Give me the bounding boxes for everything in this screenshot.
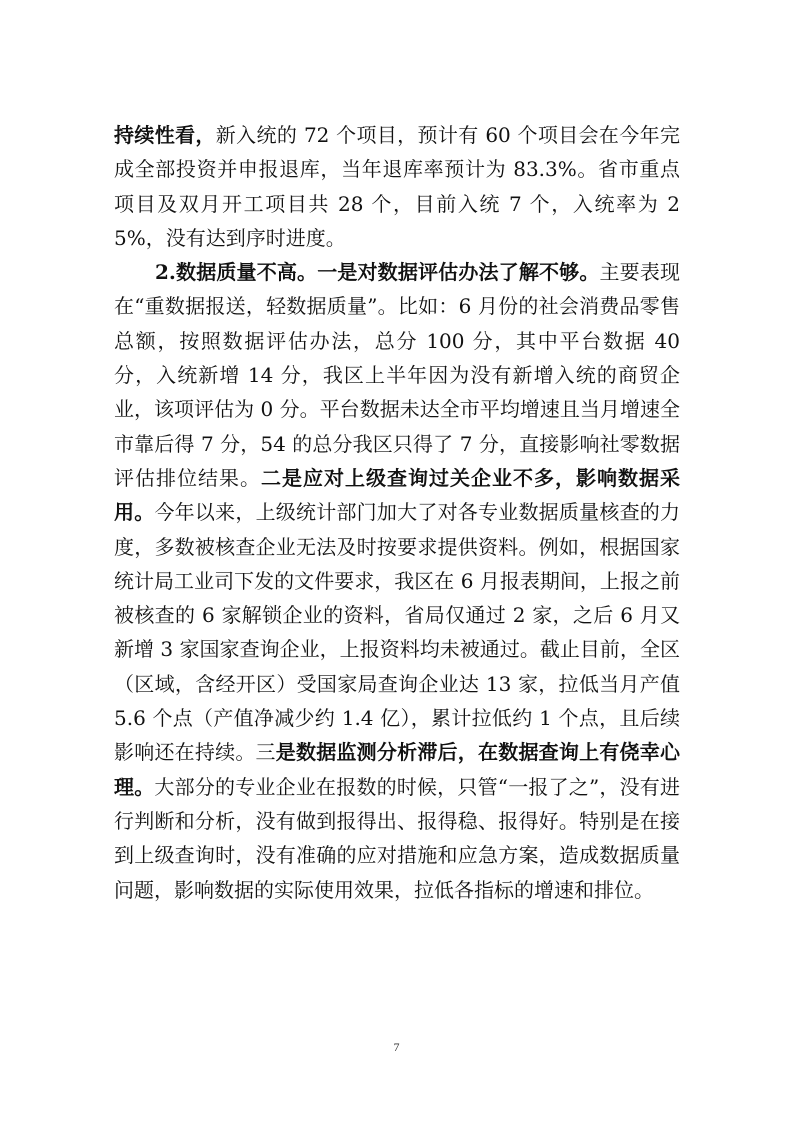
paragraph-2-point-3-heading: 是数据监测分析滞后，在数据查询上有侥幸心理。 [114,740,681,799]
page-number: 7 [393,1040,400,1054]
paragraph-1-bold-lead: 持续性看， [114,123,216,147]
paragraph-2-text-3: 大部分的专业企业在报数的时候，只管“一报了之”，没有进行判断和分析，没有做到报得出、报得稳、报得好。特别是在接到上级查询时，没有准确的应对措施和应急方案，造成数据质量问题，影响数据的实际使用效果，拉低各指标的增速和排位。 [114,774,681,902]
paragraph-2-heading: 2.数据质量不高。一是对数据评估办法了解不够。 [155,260,600,285]
paragraph-2-text-1: 主要表现在“重数据报送，轻数据质量”。比如：6 月份的社会消费品零售总额，按照数据评估办法，总分 100 分，其中平台数据 40 分，入统新增 14 分，我区上半年因为没有新增入统的商贸企业，该项评估为 0 分。平台数据未达全市平均增速且当月增速全市靠后得 7 分，54 的总分我区只得了 7 分，直接影响社零数据评估排位结果。 [114,260,680,490]
document-body [114,118,680,907]
paragraph-1-text: 新入统的 72 个项目，预计有 60 个项目会在今年完成全部投资并申报退库，当年退库率预计为 83.3%。省市重点项目及双月开工项目共 28 个，目前入统 7 个，入统率为 25%，没有达到序时进度。 [114,123,681,250]
paragraph-2 [114,255,680,907]
paragraph-1 [114,118,680,255]
paragraph-2-text-2: 今年以来，上级统计部门加大了对各专业数据质量核查的力度，多数被核查企业无法及时按要求提供资料。例如，根据国家统计局工业司下发的文件要求，我区在 6 月报表期间，上报之前被核查的 6 家解锁企业的资料，省局仅通过 2 家，之后 6 月又新增 3 家国家查询企业，上报资料均未被通过。截止目前，全区（区域，含经开区）受国家局查询企业达 13 家，拉低当月产值 5.6 个点（产值净减少约 1.4 亿），累计拉低约 1 个点，且后续影响还在持续。三 [114,500,681,765]
paragraph-2-point-2-heading: 二是应对上级查询过关企业不多，影响数据采用。 [114,465,680,525]
